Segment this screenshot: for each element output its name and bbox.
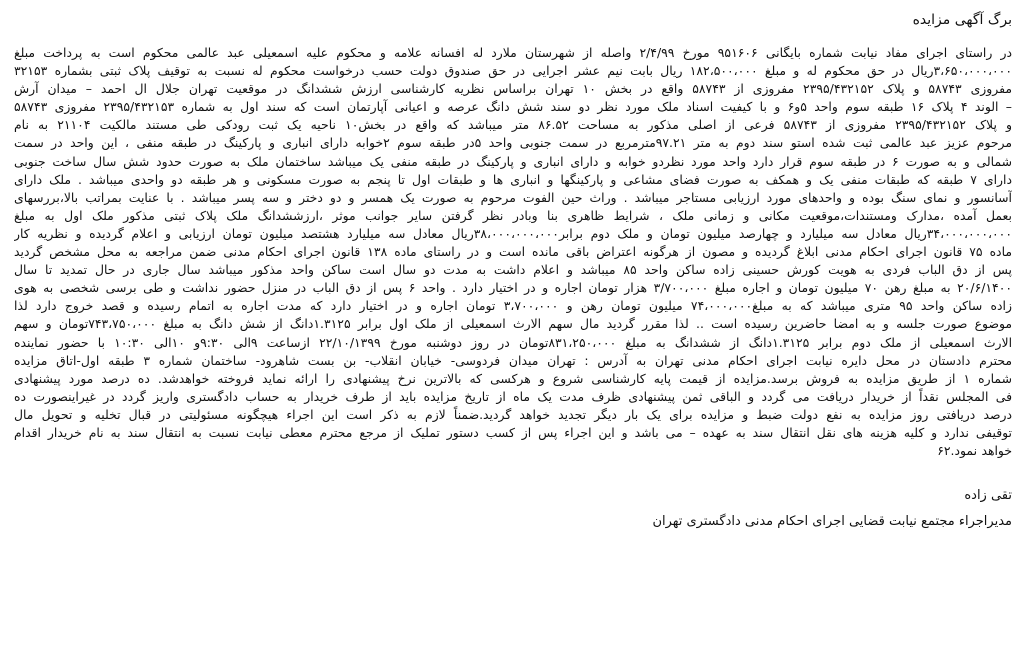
body-line: الارث اسمعیلی از ملک دوم برابر ۱.۳۱۲۵دانگ از ششدانگ به مبلغ ۸۳۱،۲۵۰،۰۰۰تومان در روز دوشنبه مورخ ۲۲/۱۰/۱۳۹۹ ازساعت ۹الی ۹:۳۰و ۱۰الی ۱۰:۳۰ با حضور نماینده [14, 334, 1012, 350]
body-line: زاده ساکن واحد ۹۵ متری میباشد که به مبلغ۷۴،۰۰۰،۰۰۰ میلیون تومان رهن و ۳،۷۰۰،۰۰۰ تومان اجاره و در اختیار دارد که مدت اجاره به اتمام رسیده و قصد خروج دارد لذا [14, 298, 1012, 314]
body-line: ۲۰/۶/۱۴۰۰ به مبلغ رهن ۷۰ میلیون تومان و اجاره مبلغ ۳/۷۰۰،۰۰۰ هزار تومان اجاره و در اختیار دارد . واحد ۶ پس از دق الباب در منزل حضور نداشت و طی برسی شخصی به هوی [14, 280, 1012, 296]
body-line: توقیفی ندارد و کلیه هزینه های نقل انتقال سند به عهده – می باشد و این اجراء پس از کسب دستور تملیک از مرجع محترم معطی نیابت نسبت به انتقال سند به نام خریدار اقدام [14, 424, 1012, 440]
notice-body [14, 44, 1012, 460]
body-line: شماره ۱ از طریق مزایده به فروش برسد.مزایده از قیمت پایه کارشناسی شروع و هرکسی که بالاترین نرخ پیشنهادی را ارائه نماید فروخته خواهدشد. ده درصد مورد پیشنهادی [14, 370, 1012, 386]
body-line: بعمل آمده ،مدارک ومستندات،موقعیت مکانی و زمانی ملک ، شرایط ظاهری بنا وبادر نظر گرفتن سایر جوانب موثر ،ارزششدانگ ملک پلاک ثبتی مذکور ملک اول به مبلغ [14, 207, 1012, 223]
body-line: ۳،۶۵۰،۰۰۰،۰۰۰ریال در حق محکوم له و مبلغ ۱۸۲،۵۰۰،۰۰۰ ریال بابت نیم عشر اجرایی در حق صندوق دولت حسب درخواست محکوم له نسبت به توقیف پلاک ثبتی بشماره ۳۲۱۵۳ [14, 63, 1012, 79]
body-line: مرحوم عزیز عبد عالمی ثبت شده استو سند دوم به متر ۹۷.۲۱مترمربع در سمت جنوبی واحد ۵در طبقه سوم ۲خوابه دارای انباری و پارکینگ در طبقه منفی ، این واحد در سمت [14, 135, 1012, 151]
body-line: دارای ۷ طبقه که طبقات منفی یک و همکف به صورت فضای مشاعی و پارکینگها و انباری ها و طبقات اول تا پنجم به صورت مسکونی و هر طبقه دو واحدی میباشد . ملک دارای [14, 171, 1012, 187]
body-line: مفروزی ۵۸۷۴۳ و پلاک ۲۳۹۵/۴۳۲۱۵۲ مفروزی از ۵۸۷۴۳ واقع در بخش ۱۰ تهران براساس نظریه کارشناسی ارزش ششدانگ در موقعیت تهران جلال ال احمد – میدان آرش [14, 81, 1012, 97]
body-line: پس از دق الباب فردی به هویت کورش حسینی زاده ساکن واحد ۸۵ میباشد و اعلام داشت به مدت دو سال است ساکن واحد مذکور میباشد سال جاری در حال تمدید تا سال [14, 262, 1012, 278]
body-line: فی المجلس نقداً از خریدار دریافت می گردد و الباقی ثمن پیشنهادی ظرف مدت یک ماه از تاریخ مزایده باید از طرف خریدار به حساب دادگستری واریز گردد در غیراینصورت ده [14, 388, 1012, 404]
body-line: محترم دادستان در محل دایره نیابت اجرای احکام مدنی تهران به آدرس : تهران میدان فردوسی- خیابان انقلاب- بن بست شاهرود- ساختمان شماره ۳ طبقه اول-اتاق مزایده [14, 352, 1012, 368]
signer-name: تقی زاده [964, 488, 1012, 504]
signer-title: مدیراجراء مجتمع نیابت قضایی اجرای احکام مدنی دادگستری تهران [652, 514, 1012, 530]
body-line: موضوع صورت جلسه و به امضا حاضرین رسیده است .. لذا مقرر گردید مال سهم الارث اسمعیلی از ملک اول برابر ۱.۳۱۲۵دانگ از شش دانگ به مبلغ ۷۴۳،۷۵۰،۰۰۰تومان و سهم [14, 316, 1012, 332]
body-line: ماده ۷۵ قانون اجرای احکام مدنی ابلاغ گردیده و مصون از هرگونه اعتراض باقی مانده است و در راستای ماده ۱۳۸ قانون اجرای احکام مدنی ضمن مراجعه به محل مشخص گردید [14, 244, 1012, 260]
body-line: خواهد نمود.۶۲ [937, 443, 1012, 459]
body-line: – الوند ۴ پلاک ۱۶ طبقه سوم واحد ۵و۶ و با کیفیت اسناد ملک مورد نظر دو سند شش دانگ عرصه و اعیانی آپارتمان است که سند اول به شماره ۲۳۹۵/۴۳۲۱۵۳ مفروزی ۵۸۷۴۳ [14, 99, 1012, 115]
body-line: آسانسور و نمای سنگ بوده و واحدهای مورد ارزیابی مستاجر میباشد . وراث حین الفوت مرحوم به صورت یک همسر و دو دختر و سه پسر میباشد . با عنایت بمراتب بالا،بررسهای [14, 189, 1012, 205]
body-line: ۳۴،۰۰۰،۰۰۰،۰۰۰ریال معادل سه میلیارد و چهارصد میلیون تومان و ملک دوم برابر۳۸،۰۰۰،۰۰۰،۰۰۰ریال معادل سه میلیارد هشتصد میلیون تومان ارزیابی و اعلام گردیده و نظریه کار [14, 225, 1012, 241]
body-line: شمالی و به صورت ۶ در طبقه سوم قرار دارد واحد مورد نظردو خوابه و دارای انباری و پارکینگ در طبقه منفی یک میباشد ساختمان ملک به صورت حدود شش سال ساخت جنوبی [14, 153, 1012, 169]
body-line: در راستای اجرای مفاد نیابت شماره بایگانی ۹۵۱۶۰۶ مورخ ۲/۴/۹۹ واصله از شهرستان ملارد له افسانه علامه و محکوم علیه اسمعیلی عبد عالمی محکوم است به پرداخت مبلغ [14, 45, 1012, 60]
body-line: و پلاک ۲۳۹۵/۴۳۲۱۵۲ مفروزی از ۵۸۷۴۳ فرعی از اصلی مذکور به مساحت ۸۶.۵۲ متر میباشد که واقع در بخش۱۰ ناحیه یک ثبت رودکی طی مستند مالکیت ۲۱۱۰۴ به نام [14, 117, 1012, 133]
body-line: درصد دریافتی روز مزایده به نفع دولت ضبط و مزایده برای یک بار دیگر تجدید خواهد گردید.ضمناً لازم به ذکر است این اجراء هیچگونه مسئولیتی در قبال تخلیه و تحویل مال [14, 406, 1012, 422]
notice-title: برگ آگهی مزایده [912, 12, 1012, 28]
